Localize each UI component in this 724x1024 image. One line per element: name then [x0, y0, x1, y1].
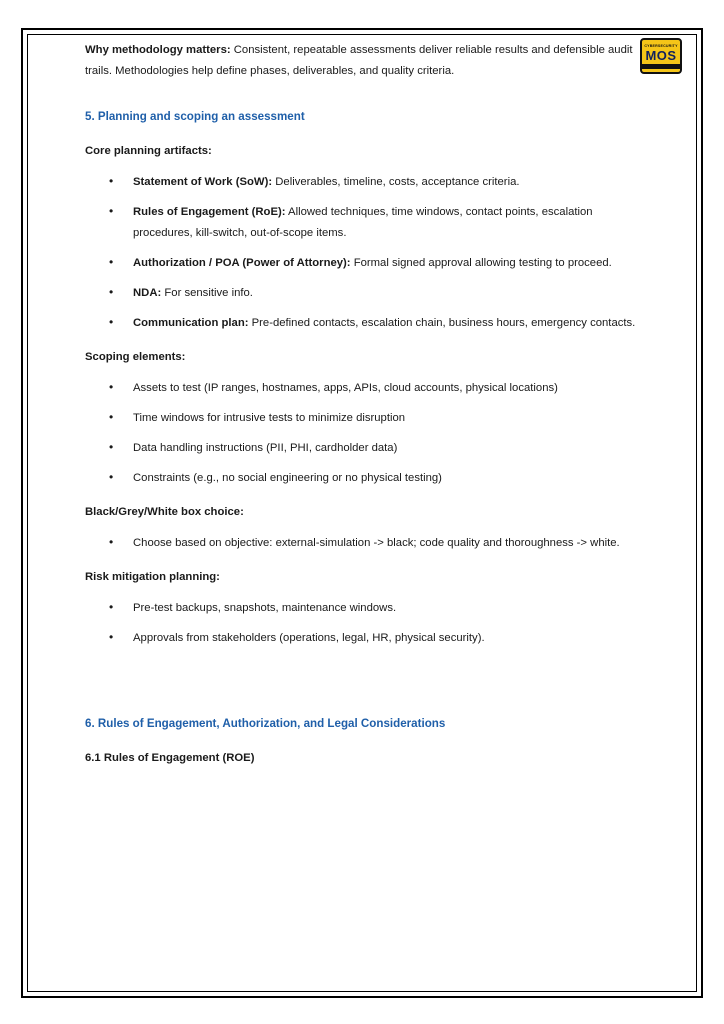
list-item	[85, 202, 641, 244]
list-item-text: Pre-test backups, snapshots, maintenance windows.	[133, 602, 397, 614]
intro-paragraph	[85, 40, 641, 82]
list-item	[85, 253, 641, 274]
core-planning-artifacts-list	[85, 172, 641, 334]
list-item-text: Time windows for intrusive tests to minimize disruption	[133, 412, 406, 424]
list-item	[85, 598, 641, 619]
logo-top-text: CYBERSECURITY	[644, 43, 678, 48]
box-choice-heading: Black/Grey/White box choice:	[85, 506, 244, 518]
list-item-lead: Statement of Work (SoW):	[133, 176, 273, 188]
logo-bar	[642, 64, 680, 69]
list-item	[85, 438, 641, 459]
section-6-1-heading: 6.1 Rules of Engagement (ROE)	[85, 752, 255, 764]
brand-logo	[640, 38, 682, 74]
list-item	[85, 628, 641, 649]
risk-mitigation-list	[85, 598, 641, 649]
scoping-elements-heading: Scoping elements:	[85, 351, 186, 363]
intro-text: Consistent, repeatable assessments deliver reliable results and defensible audit trails. Methodologies help define phases, deliverables, and quality criteria.	[85, 44, 633, 77]
list-item	[85, 378, 641, 399]
section-6-heading: 6. Rules of Engagement, Authorization, and Legal Considerations	[85, 717, 446, 730]
risk-mitigation-heading: Risk mitigation planning:	[85, 571, 220, 583]
list-item	[85, 283, 641, 304]
list-item-lead: NDA:	[133, 287, 162, 299]
list-item-lead: Authorization / POA (Power of Attorney):	[133, 257, 351, 269]
intro-lead: Why methodology matters:	[85, 44, 231, 56]
list-item-lead: Rules of Engagement (RoE):	[133, 206, 286, 218]
section-spacer	[85, 663, 641, 689]
scoping-elements-list	[85, 378, 641, 489]
box-choice-list	[85, 533, 641, 554]
logo-main-text: MOS	[645, 47, 677, 63]
list-item-text: Approvals from stakeholders (operations, legal, HR, physical security).	[133, 632, 485, 644]
list-item-text: Constraints (e.g., no social engineering or no physical testing)	[133, 472, 442, 484]
list-item-text: Choose based on objective: external-simulation -> black; code quality and thoroughness -> white.	[133, 537, 620, 549]
list-item	[85, 313, 641, 334]
list-item-text: For sensitive info.	[161, 287, 253, 299]
list-item-text: Pre-defined contacts, escalation chain, business hours, emergency contacts.	[248, 317, 636, 329]
list-item	[85, 468, 641, 489]
list-item	[85, 533, 641, 554]
list-item-text: Deliverables, timeline, costs, acceptance criteria.	[272, 176, 520, 188]
section-5-heading: 5. Planning and scoping an assessment	[85, 110, 305, 123]
core-planning-artifacts-heading: Core planning artifacts:	[85, 145, 212, 157]
list-item-text: Data handling instructions (PII, PHI, cardholder data)	[133, 442, 398, 454]
list-item-text: Formal signed approval allowing testing to proceed.	[350, 257, 612, 269]
list-item	[85, 172, 641, 193]
list-item	[85, 408, 641, 429]
document-content	[85, 40, 641, 779]
list-item-lead: Communication plan:	[133, 317, 249, 329]
list-item-text: Assets to test (IP ranges, hostnames, apps, APIs, cloud accounts, physical locations)	[133, 382, 558, 394]
list-item-text: Allowed techniques, time windows, contact points, escalation procedures, kill-switch, out-of-scope items.	[133, 206, 593, 239]
